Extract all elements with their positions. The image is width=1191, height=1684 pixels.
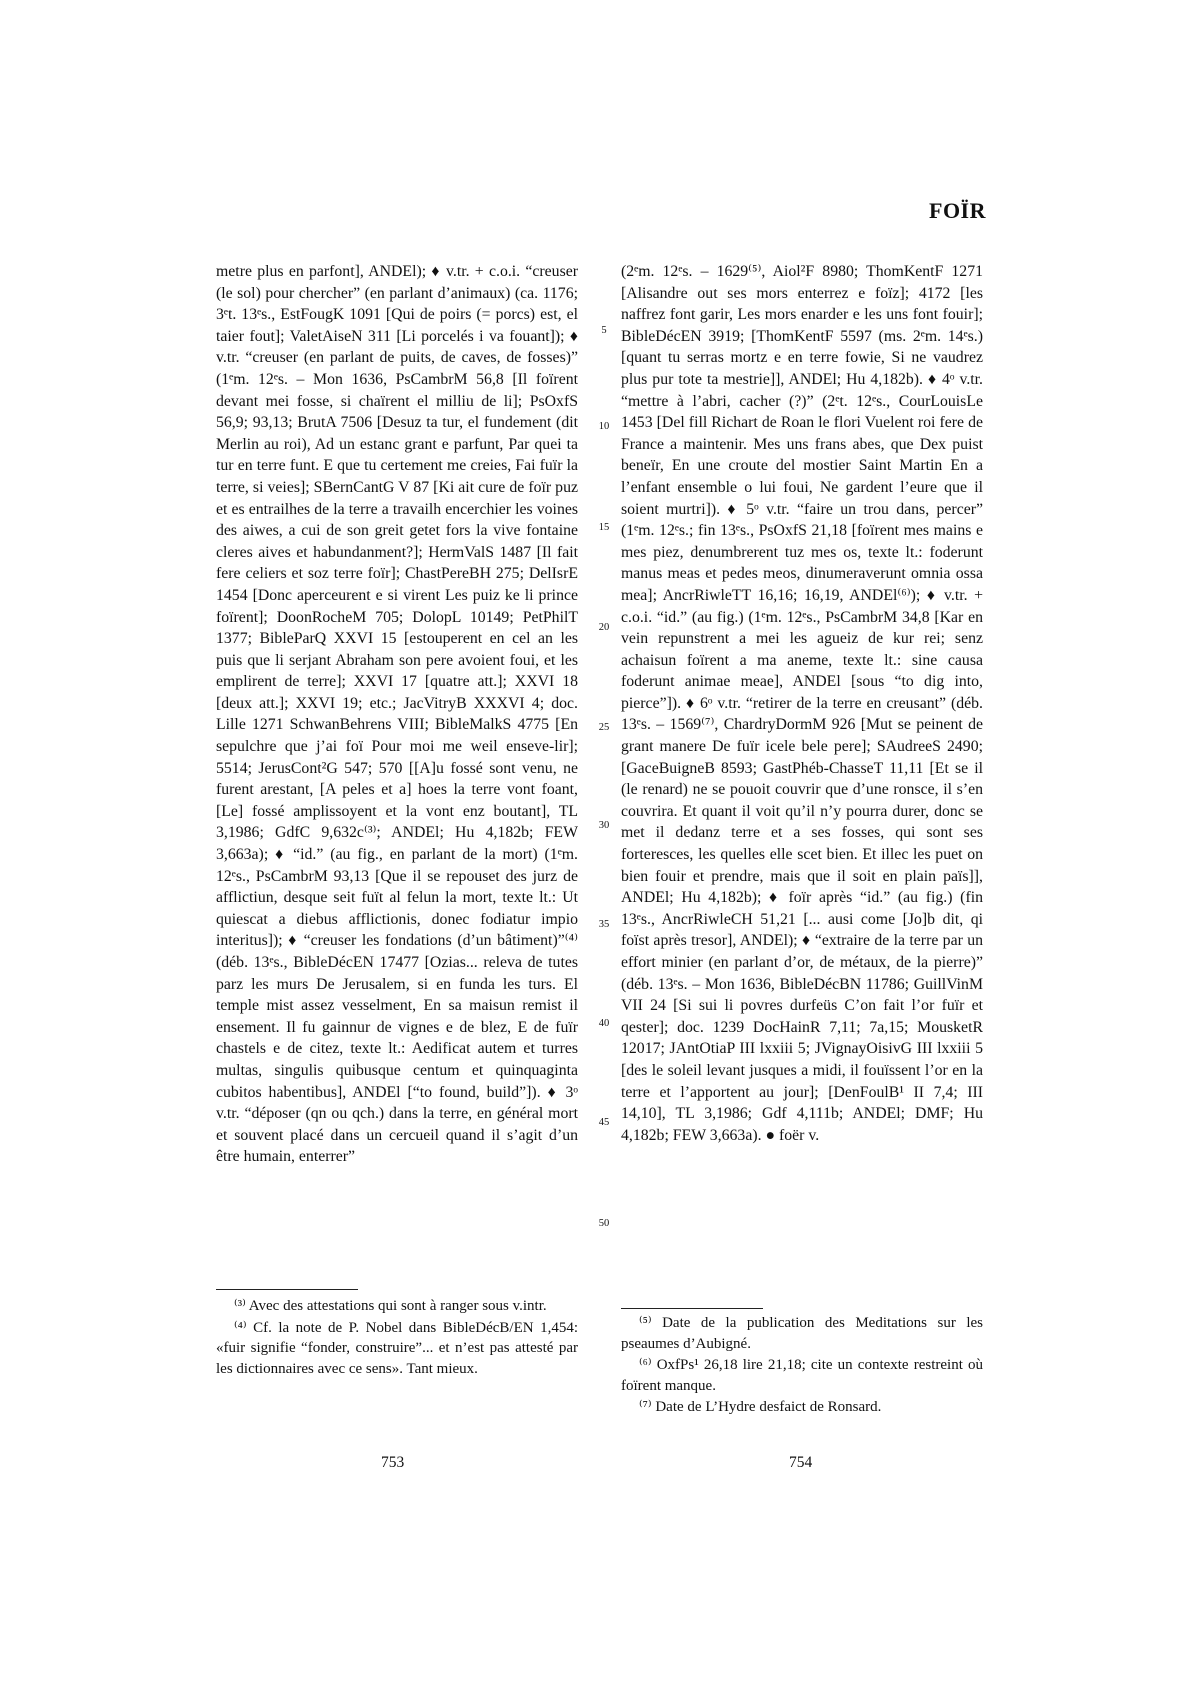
line-number: 45	[598, 1117, 610, 1128]
column-right	[621, 261, 983, 1146]
footnote: ⁽⁴⁾ Cf. la note de P. Nobel dans BibleDécB/EN 1,454: «fuir signifie “fonder, construire”... et n’est pas attesté par les dictionnaires avec ce sens». Tant mieux.	[216, 1319, 578, 1377]
footnote-rule-left	[216, 1289, 358, 1290]
footnote: ⁽⁶⁾ OxfPs¹ 26,18 lire 21,18; cite un contexte restreint où foïrent manque.	[621, 1357, 983, 1394]
footnote: ⁽⁷⁾ Date de L’Hydre desfaict de Ronsard.	[639, 1399, 882, 1415]
column-left-text: metre plus en parfont], ANDEl); ♦ v.tr. + c.o.i. “creuser (le sol) pour chercher” (en parlant d’animaux) (ca. 1176; 3ᵉt. 13ᵉs., EstFougK 1091 [Qui de poirs (= porcs) est, el taier fout]; ValetAiseN 311 [Li porcelés i va fouant]); ♦ v.tr. “creuser (en parlant de puits, de caves, de fosses)” (1ᵉm. 12ᵉs. – Mon 1636, PsCambrM 56,8 [Il foïrent devant mei fosse, si chaïrent el milliu de li]; PsOxfS 56,9; 93,13; BrutA 7506 [Desuz ta tur, el fundement (dit Merlin au roi), Ad un estanc grant e parfunt, Par quei ta tur en terre funt. E que tu certement me creies, Fai fuïr la terre, si veies]; SBernCantG V 87 [Ki ait cure de foïr puz et es entrailhes de la terre a travailh encerchier les voines des aiwes, a cui de son greit getet fors la vive fontaine cleres aives et habundanment?]; HermValS 1487 [Il fait fere celiers et soz terre foïr]; ChastPereBH 275; DelIsrE 1454 [Donc aperceurent e si virent Les puiz ke li prince foïrent]; DoonRocheM 705; DolopL 10149; PetPhilT 1377; BibleParQ XXVI 15 [estouperent en cel an les puis que li serjant Abraham son pere avoient foui, et les emplirent de terre]; XXVI 17 [quatre att.]; XXVI 18 [deux att.]; XXVI 19; etc.; JacVitryB XXXVI 4; doc. Lille 1271 SchwanBehrens VIII; BibleMalkS 4775 [En sepulchre que j’ai foï Pour moi me weil enseve-lir]; 5514; JerusCont²G 547; 570 [[A]u fossé sont venu, ne furent arestant, [A peles et a] hoes la terre vont foant, [Le] fossé amplissoyent et la vont enz boutant], TL 3,1986; GdfC 9,632c⁽³⁾; ANDEl; Hu 4,182b; FEW 3,663a); ♦ “id.” (au fig., en parlant de la mort) (1ᵉm. 12ᵉs., PsCambrM 93,13 [Que il se repouset des jurz de afflictiun, desque seit fuït al felun la mort, texte lt.: Ut quiescat a diebus afflictionis, donec fodiatur impio interitus]); ♦ “creuser les fondations (d’un bâtiment)”⁽⁴⁾ (déb. 13ᵉs., BibleDécEN 17477 [Ozias... releva de tutes parz les murs De Jerusalem, si en funda les turs. El temple mist assez vesselment, En sa maisun remist il ensement. Il fu gainnur de vignes e de blez, E de fuïr chastels e de citez, texte lt.: Aedificat autem et turres multas, singulis quibusque centum et quinquaginta cubitos habentibus], ANDEl [“to found, build”]). ♦ 3ᵒ v.tr. “déposer (qn ou qch.) dans la terre, en général mort et souvent placé dans un cercueil quand il s’agit d’un être humain, enterrer”	[216, 263, 578, 1166]
footnotes-left	[216, 1296, 578, 1380]
column-left	[216, 261, 578, 1168]
column-right-text: (2ᵉm. 12ᵉs. – 1629⁽⁵⁾, Aiol²F 8980; ThomKentF 1271 [Alisandre out ses mors enterrez e foïz]; 4172 [les naffrez font garir, Les mors enarder e les uns font fouir]; BibleDécEN 3919; [ThomKentF 5597 (ms. 2ᵉm. 14ᵉs.) [quant tu serras mortz e en terre fowie, Si ne vaudrez plus pur tote ta mestrie]], ANDEl; Hu 4,182b). ♦ 4ᵒ v.tr. “mettre à l’abri, cacher (?)” (2ᵉt. 12ᵉs., CourLouisLe 1453 [Del fill Richart de Roan le flori Vuelent roi fere de France a maintenir. Mes uns frans abes, que Dex puist beneïr, En une croute del mostier Saint Martin En a l’enfant ensemble o lui foui, Ne gardent l’eure que il soient murtri]). ♦ 5ᵒ v.tr. “faire un trou dans, percer” (1ᵉm. 12ᵉs.; fin 13ᵉs., PsOxfS 21,18 [foïrent mes mains e mes piez, denumbrerent tuz mes os, texte lt.: foderunt manus meas et pedes meos, dinumeraverunt omnia ossa mea]; AncrRiwleTT 16,16; 16,19, ANDEl⁽⁶⁾); ♦ v.tr. + c.o.i. “id.” (au fig.) (1ᵉm. 12ᵉs., PsCambrM 34,8 [Kar en vein repunstrent a mei les agueiz de kur rei; senz achaisun foïrent a ma aneme, texte lt.: sine causa foderunt animae meae], ANDEl [sous “to dig into, pierce”]). ♦ 6ᵒ v.tr. “retirer de la terre en creusant” (déb. 13ᵉs. – 1569⁽⁷⁾, ChardryDormM 926 [Mut se peinent de grant manere De fuïr icele bele pere]; SAudreeS 2490; [GaceBuigneB 8593; GastPhéb-ChasseT 11,11 [Et se il (le renard) ne se pouoit couvrir que d’une ronsce, il s’en couvrira. Et quant il voit qu’il n’y pourra durer, donc se met il dedanz terre et a ses fosses, qui sont ses forteresces, les quelles elle scet bien. Et illec les puet on bien fouir et prendre, mais que il soit en plain païs]], ANDEl; Hu 4,182b); ♦ foïr après “id.” (au fig.) (fin 13ᵉs., AncrRiwleCH 51,21 [... ausi come [Jo]b dit, qi foïst après tresor], ANDEl); ♦ “extraire de la terre par un effort minier (en parlant d’or, de métaux, de la pierre)” (déb. 13ᵉs. – Mon 1636, BibleDécBN 11786; GuillVinM VII 24 [Si sui li povres durfeüs C’on fait l’or fuïr et qester]; doc. 1239 DocHainR 7,11; 7a,15; MousketR 12017; JAntOtiaP III lxxiii 5; JVignayOisivG III lxxiii 5 [des le soleil levant jusques a midi, il fouïssent l’or en la terre et l’apportent au jour]; [DenFoulB¹ II 7,4; III 14,10], TL 3,1986; Gdf 4,111b; ANDEl; DMF; Hu 4,182b; FEW 3,663a). ● foër v.	[621, 263, 983, 1144]
page-number-right: 754	[789, 1454, 813, 1471]
line-number: 30	[598, 820, 610, 831]
line-number: 35	[598, 919, 610, 930]
line-number: 50	[598, 1218, 610, 1229]
footnote: ⁽³⁾ Avec des attestations qui sont à ranger sous v.intr.	[234, 1298, 547, 1314]
footnote-rule-right	[621, 1308, 763, 1309]
line-number: 25	[598, 722, 610, 733]
running-head: FOÏR	[929, 198, 986, 223]
line-number: 15	[598, 522, 610, 533]
line-number: 20	[598, 622, 610, 633]
line-number: 40	[598, 1018, 610, 1029]
line-number: 5	[601, 325, 607, 336]
line-number: 10	[598, 421, 610, 432]
footnote: ⁽⁵⁾ Date de la publication des Meditations sur les pseaumes d’Aubigné.	[621, 1315, 983, 1352]
page-number-left: 753	[381, 1454, 405, 1471]
footnotes-right	[621, 1313, 983, 1419]
